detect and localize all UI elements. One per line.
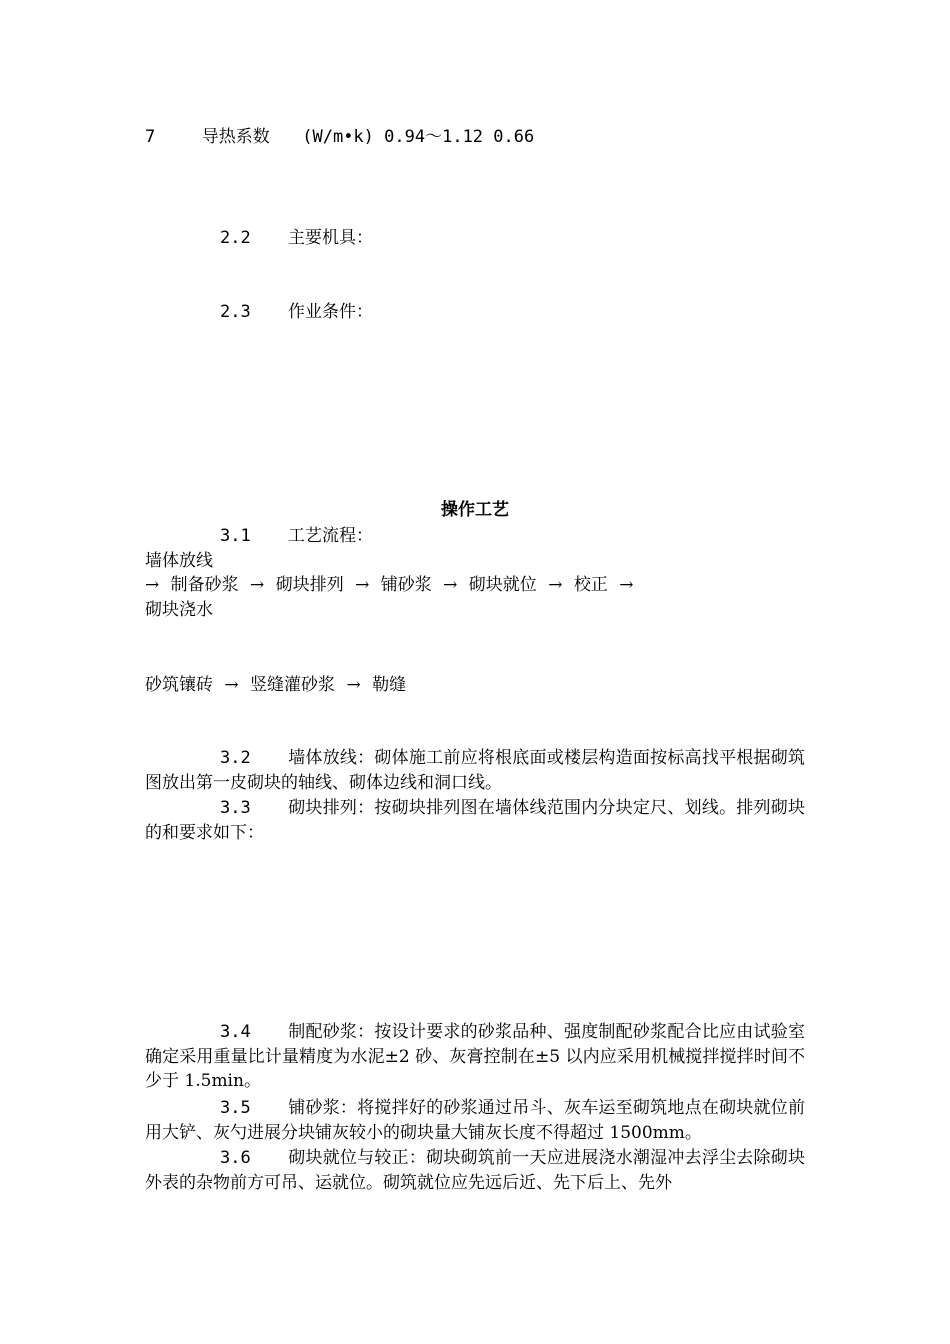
section-label: 作业条件： [288,302,373,322]
row-name: 导热系数 [201,127,270,147]
section-label: 工艺流程： [288,526,373,546]
section-number: 3.1 [220,526,251,546]
paragraph-text: 制配砂浆：按设计要求的砂浆品种、强度制配砂浆配合比应由试验室确定采用重量比计量精度为水泥±2 砂、灰膏控制在±5 以内应采用机械搅拌搅拌时间不少于 1.5min。 [145,1022,805,1091]
section-heading: 操作工艺 [441,500,509,520]
paragraph-number: 3.6 [220,1148,251,1168]
paragraph-number: 3.4 [220,1022,251,1042]
section-2-3 [220,300,373,324]
paragraph-text: 砌块排列：按砌块排列图在墙体线范围内分块定尺、划线。排列砌块的和要求如下： [145,798,805,843]
section-label: 主要机具： [288,228,373,248]
table-row [145,125,534,149]
row-index: 7 [145,127,156,147]
paragraph-3-3 [145,796,805,845]
paragraph-text: 铺砂浆：将搅拌好的砂浆通过吊斗、灰车运至砌筑地点在砌块就位前用大铲、灰勺进展分块铺灰较小的砌块量大铺灰长度不得超过 1500mm。 [145,1098,805,1143]
paragraph-3-5 [145,1096,805,1145]
paragraph-3-6 [145,1146,805,1195]
paragraph-number: 3.3 [220,798,251,818]
paragraph-text: 砌块就位与较正：砌块砌筑前一天应进展浇水潮湿冲去浮尘去除砌块外表的杂物前方可吊、运就位。砌筑就位应先远后近、先下后上、先外 [145,1148,805,1193]
paragraph-number: 3.2 [220,748,251,768]
paragraph-3-4 [145,1020,805,1094]
flow-line-2: → 制备砂浆 → 砌块排列 → 铺砂浆 → 砌块就位 → 校正 → [145,575,634,595]
paragraph-text: 墙体放线：砌体施工前应将根底面或楼层构造面按标高找平根据砌筑图放出第一皮砌块的轴线、砌体边线和洞口线。 [145,748,805,793]
paragraph-number: 3.5 [220,1098,251,1118]
paragraph-3-2 [145,746,805,795]
row-unit: (W/m•k) [302,127,374,147]
row-values: 0.94～1.12 0.66 [384,127,535,147]
section-number: 2.3 [220,302,251,322]
flow-line-3: 砌块浇水 [145,600,213,620]
section-3-1 [220,524,373,548]
flow-line-4: 砂筑镶砖 → 竖缝灌砂浆 → 勒缝 [145,675,407,695]
section-2-2 [220,226,373,250]
flow-line-1: 墙体放线 [145,551,213,571]
section-number: 2.2 [220,228,251,248]
